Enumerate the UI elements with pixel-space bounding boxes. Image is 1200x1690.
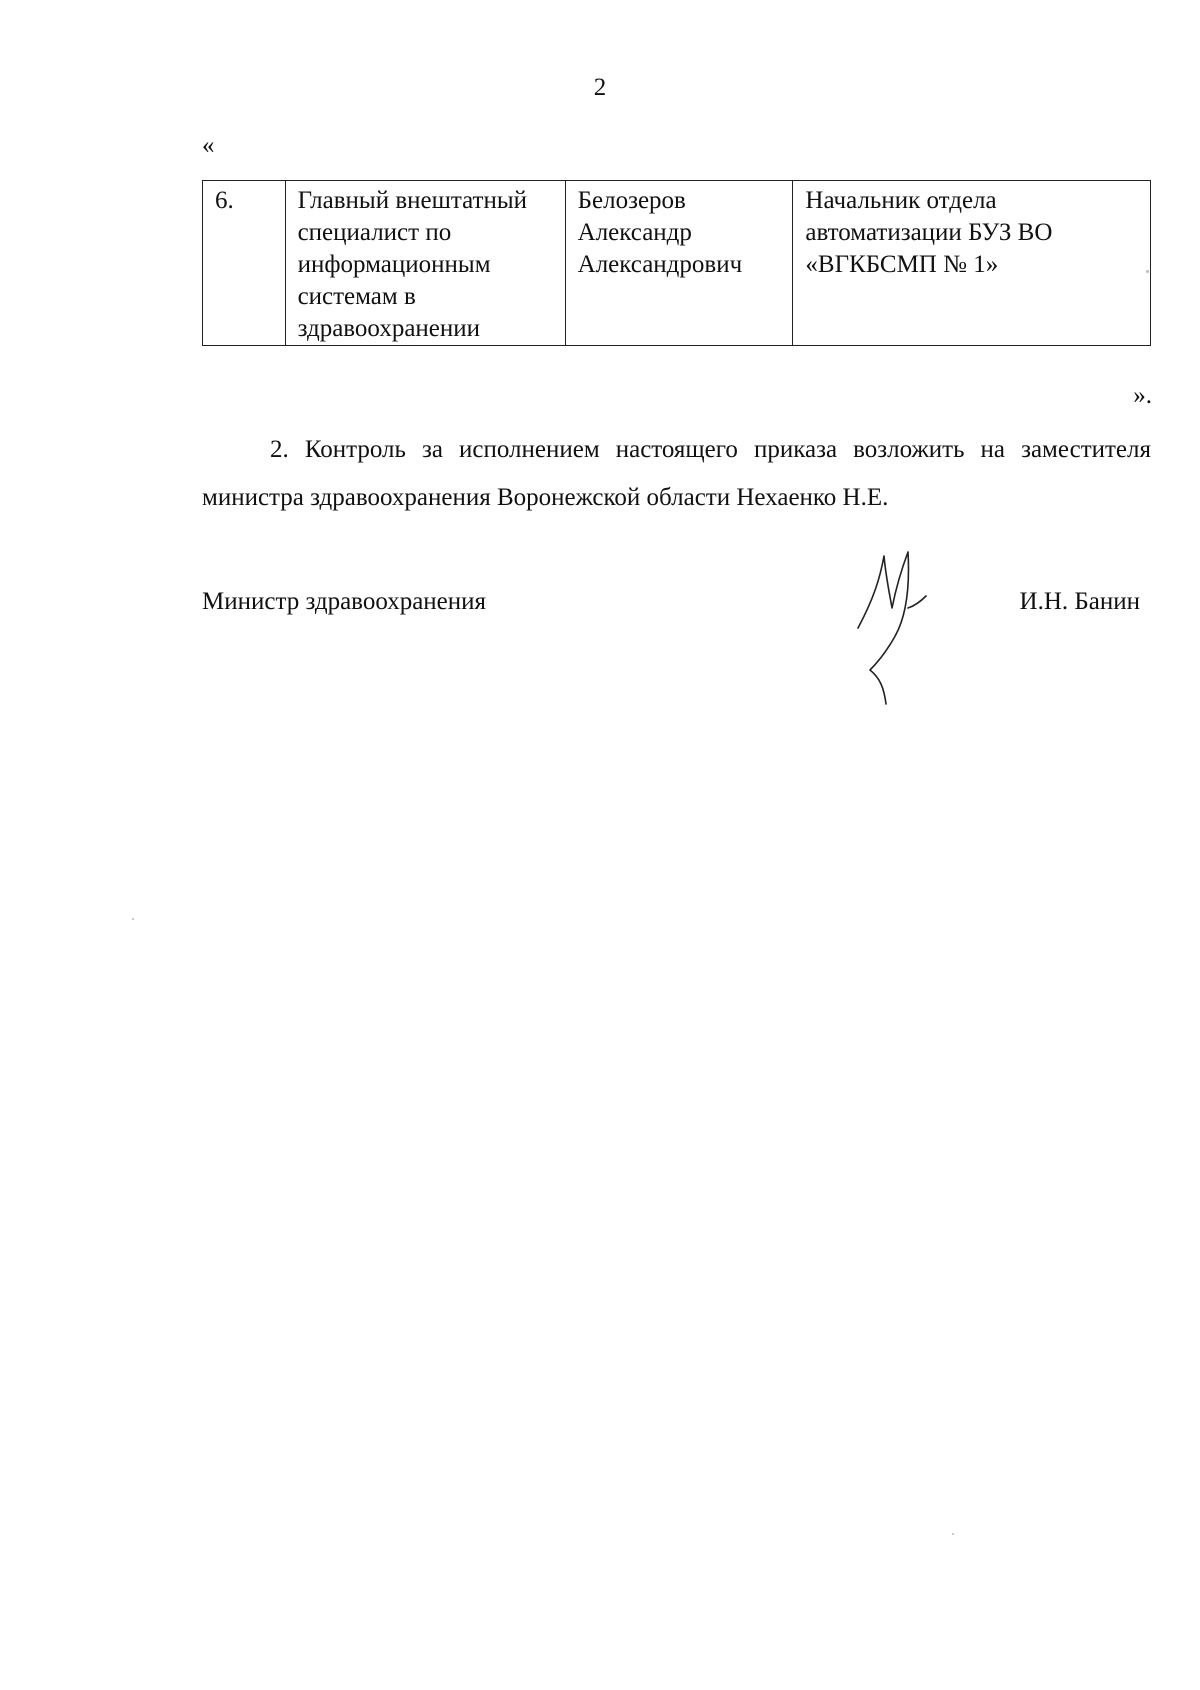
opening-quote: « bbox=[202, 132, 215, 159]
control-paragraph: 2. Контроль за исполнением настоящего приказа возложить на заместителя министра здравоохранения Воронежской области Нехаенко Н.Е. bbox=[202, 436, 1151, 511]
position-cell: Главный внештатный специалист по информационным системам в здравоохранении bbox=[285, 181, 565, 346]
row-number-cell: 6. bbox=[203, 181, 286, 346]
scan-speck bbox=[1146, 270, 1149, 273]
minister-name: И.Н. Банин bbox=[1019, 588, 1140, 615]
minister-title: Министр здравоохранения bbox=[202, 588, 487, 615]
page-number: 2 bbox=[593, 74, 607, 101]
handwritten-signature bbox=[850, 548, 930, 708]
table-row bbox=[203, 181, 1151, 346]
closing-quote: ». bbox=[1133, 382, 1152, 409]
appointment-table bbox=[202, 180, 1151, 346]
signature-block bbox=[202, 588, 1140, 628]
person-name-cell: Белозеров Александр Александрович bbox=[565, 181, 793, 346]
scan-speck bbox=[952, 1533, 954, 1535]
job-title-cell: Начальник отдела автоматизации БУЗ ВО «ВГКБСМП № 1» bbox=[793, 181, 1151, 346]
scan-speck bbox=[132, 918, 134, 920]
